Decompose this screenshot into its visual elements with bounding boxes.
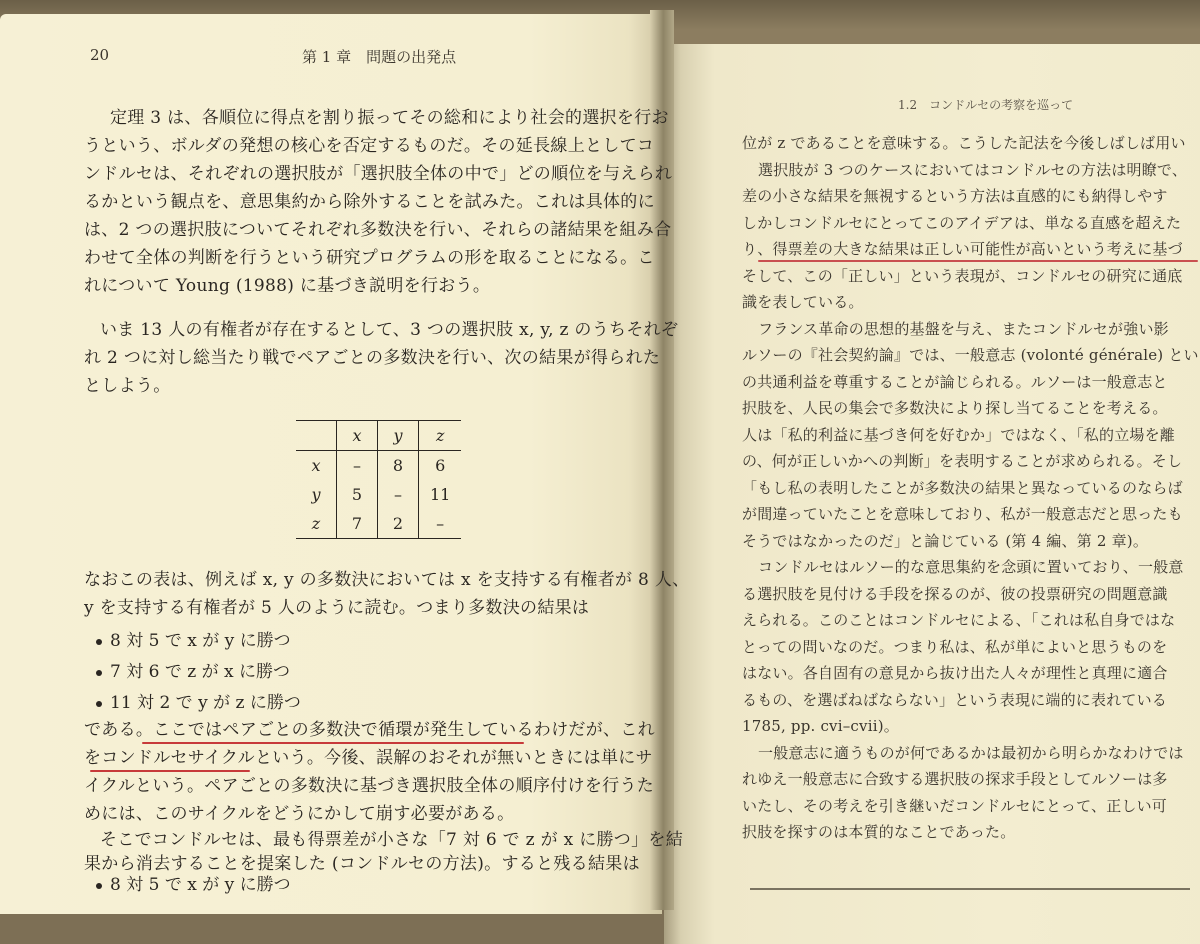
text-line: そうではなかったのだ」と論じている (第 4 編、第 2 章)。 <box>742 531 1149 550</box>
text-line: 択肢を探すのは本質的なことであった。 <box>742 823 1016 841</box>
paragraph-1-cont <box>84 132 672 300</box>
paragraph-5 <box>100 828 683 852</box>
text-line: 択肢を、人民の集会で多数決により探し当てることを考える。 <box>742 399 1168 417</box>
list-item <box>96 657 301 688</box>
table-row <box>296 480 461 509</box>
table-header-row <box>296 421 461 451</box>
text-line: フランス革命の思想的基盤を与え、またコンドルセが強い影 <box>758 319 1169 338</box>
table-cell: – <box>419 509 462 539</box>
table-cell: – <box>337 451 378 481</box>
text-line: しかしコンドルセにとってこのアイデアは、単なる直感を超えた <box>742 213 1182 232</box>
page-number: 20 <box>90 46 110 64</box>
text-line: る選択肢を見付ける手段を探るのが、彼の投票研究の問題意識 <box>742 584 1168 603</box>
pen-underline <box>90 770 250 772</box>
row-label: z <box>296 509 337 539</box>
bullet-icon <box>96 701 102 707</box>
table-header-cell: x <box>337 421 378 451</box>
text-line: めには、このサイクルをどうにかして崩す必要がある。 <box>84 804 515 824</box>
text-line: はない。各自固有の意見から抜け出た人々が理性と真理に適合 <box>742 664 1168 682</box>
text-line: 果から消去することを提案した (コンドルセの方法)。すると残る結果は <box>84 854 640 874</box>
list-item-text: 8 対 5 で x が y に勝つ <box>110 875 291 895</box>
text-line: イクルという。ペアごとの多数決に基づき選択肢全体の順序付けを行うた <box>84 776 655 796</box>
row-label: x <box>296 451 337 481</box>
table-cell: 2 <box>378 509 419 539</box>
text-line: 一般意志に適うものが何であるかは最初から明らかなわけでは <box>758 743 1184 762</box>
table-cell: 8 <box>378 451 419 481</box>
pen-underline <box>142 742 524 744</box>
text-line: ンドルセは、それぞれの選択肢が「選択肢全体の中で」どの順位を与えられ <box>84 164 673 184</box>
text-line: わせて全体の判断を行うという研究プログラムの形を取ることになる。こ <box>84 248 655 268</box>
text-line: 1785, pp. cvi–cvii)。 <box>742 717 899 735</box>
text-line: 位が z であることを意味する。こうした記法を今後しばしば用い <box>742 134 1186 152</box>
text-line: そして、この「正しい」という表現が、コンドルセの研究に通底 <box>742 266 1183 285</box>
text-line: えられる。このことはコンドルセによる、「これは私自身ではな <box>742 611 1176 629</box>
table-header-cell: z <box>419 421 462 451</box>
text-line: なおこの表は、例えば x, y の多数決においては x を支持する有権者が 8 人、 <box>84 570 690 590</box>
pen-underline <box>758 260 1198 262</box>
text-line: とっての問いなのだ。つまり私は、私が単によいと思うものを <box>742 637 1168 656</box>
table-cell: 7 <box>337 509 378 539</box>
text-line: いま 13 人の有権者が存在するとして、3 つの選択肢 x, y, z のうちそれぞ <box>100 320 679 340</box>
text-line: り、得票差の大きな結果は正しい可能性が高いという考えに基づ <box>742 240 1183 258</box>
text-line: コンドルセはルソー的な意思集約を念頭に置いており、一般意 <box>758 558 1184 576</box>
text-line: れについて Young (1988) に基づき説明を行おう。 <box>84 276 491 296</box>
table-cell: – <box>378 480 419 509</box>
text-line: 選択肢が 3 つのケースにおいてはコンドルセの方法は明瞭で、 <box>758 160 1188 179</box>
table-cell: 5 <box>337 480 378 509</box>
paragraph-2 <box>100 316 678 344</box>
text-line: 人は「私的利益に基づき何を好むか」ではなく、「私的立場を離 <box>742 425 1176 444</box>
paragraph-1 <box>110 104 669 132</box>
text-line: れゆえ一般意志に合致する選択肢の探求手段としてルソーは多 <box>742 770 1168 788</box>
list-item <box>96 626 301 657</box>
table-cell <box>296 421 337 451</box>
text-line: 「もし私の表明したことが多数決の結果と異なっているのならば <box>742 478 1183 497</box>
paragraph-2-cont <box>84 344 660 400</box>
right-running-head: 1.2 コンドルセの考察を巡って <box>898 98 1074 112</box>
text-line: ルソーの『社会契約論』では、一般意志 (volonté générale) とい <box>742 346 1199 364</box>
text-line: の、何が正しいかへの判断」を表明することが求められる。そし <box>742 452 1183 470</box>
text-line: そこでコンドルセは、最も得票差が小さな「7 対 6 で z が x に勝つ」を結 <box>100 830 684 850</box>
text-line: 定理 3 は、各順位に得点を割り振ってその総和により社会的選択を行お <box>110 108 669 128</box>
list-item-text: 7 対 6 で z が x に勝つ <box>110 662 291 682</box>
row-label: y <box>296 480 337 509</box>
text-line: るかという観点を、意思集約から除外することを試みた。これは具体的に <box>84 192 655 212</box>
text-line: が間違っていたことを意味しており、私が一般意志だと思ったも <box>742 505 1183 523</box>
text-line: は、2 つの選択肢についてそれぞれ多数決を行い、それらの諸結果を組み合 <box>84 220 672 240</box>
pairwise-vote-table <box>296 420 461 539</box>
text-line: としよう。 <box>84 376 171 396</box>
paragraph-3 <box>84 566 689 622</box>
table-cell: 11 <box>430 485 451 504</box>
paragraph-4 <box>84 716 655 828</box>
bullet-icon <box>96 883 102 889</box>
text-line: をコンドルセサイクルという。今後、誤解のおそれが無いときには単にサ <box>84 748 653 768</box>
list-item-text: 11 対 2 で y が z に勝つ <box>110 693 301 713</box>
list-item <box>96 688 301 719</box>
text-line: 差の小さな結果を無視するという方法は直感的にも納得しやす <box>742 187 1168 205</box>
bullet-icon <box>96 670 102 676</box>
text-line: の共通利益を尊重することが論じられる。ルソーは一般意志と <box>742 372 1168 391</box>
table-row <box>296 509 461 539</box>
table-cell: 6 <box>435 456 446 475</box>
list-item-text: 8 対 5 で x が y に勝つ <box>110 631 291 651</box>
bullet-icon <box>96 639 102 645</box>
text-line: y を支持する有権者が 5 人のように読む。つまり多数決の結果は <box>84 598 590 618</box>
chapter-title: 第 1 章 問題の出発点 <box>302 48 457 66</box>
footnote-rule <box>750 888 1190 890</box>
table-header-cell: y <box>378 421 419 451</box>
text-line: である。ここではペアごとの多数決で循環が発生しているわけだが、これ <box>84 720 655 740</box>
text-line: いたし、その考えを引き継いだコンドルセにとって、正しい可 <box>742 796 1168 815</box>
text-line: れ 2 つに対し総当たり戦でペアごとの多数決を行い、次の結果が得られた <box>84 348 661 368</box>
text-line: うという、ボルダの発想の核心を否定するものだ。その延長線上としてコ <box>84 136 655 156</box>
remaining-result-list <box>96 873 291 897</box>
list-item <box>96 873 291 897</box>
text-line: 識を表している。 <box>742 293 864 311</box>
majority-result-list <box>96 626 301 719</box>
table-row <box>296 451 461 481</box>
right-page-text <box>742 130 1199 846</box>
text-line: るもの、を選ばねばならない」という表現に端的に表れている <box>742 690 1168 709</box>
